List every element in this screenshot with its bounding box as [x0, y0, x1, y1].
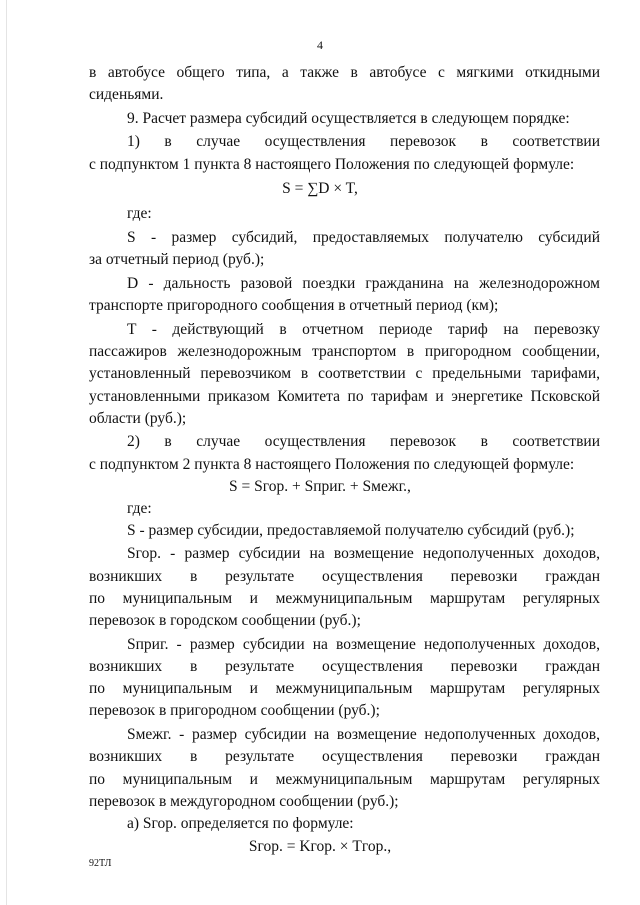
text-line: S - размер субсидии, предоставляемой получателю субсидий (руб.);	[127, 522, 575, 539]
text-line: по муниципальным и межмуниципальным маршрутам регулярных	[89, 680, 600, 697]
footer-code: 92ТЛ	[89, 858, 112, 869]
formula-line: S = Sгор. + Sприг. + Sмежг.,	[229, 478, 411, 495]
text-line: по муниципальным и межмуниципальным маршрутам регулярных	[89, 590, 600, 607]
text-line: по муниципальным и межмуниципальным маршрутам регулярных	[89, 771, 600, 788]
text-line: где:	[127, 500, 152, 517]
text-line: возникших в результате осуществления перевозки граждан	[89, 658, 600, 675]
text-line: в автобусе общего типа, а также в автобусе с мягкими откидными	[89, 64, 600, 81]
text-line: установленными приказом Комитета по тарифам и энергетике Псковской	[89, 388, 600, 405]
text-line: перевозок в пригородном сообщении (руб.);	[89, 702, 380, 719]
page-edge	[6, 0, 7, 905]
text-line: S - размер субсидий, предоставляемых получателю субсидий	[127, 229, 600, 246]
text-line: где:	[127, 205, 152, 222]
text-line: Sмежг. - размер субсидии на возмещение недополученных доходов,	[127, 726, 600, 743]
text-line: области (руб.);	[89, 410, 187, 427]
text-line: а) Sгор. определяется по формуле:	[127, 815, 354, 832]
text-line: пассажиров железнодорожным транспортом в пригородном сообщении,	[89, 343, 600, 360]
page-number: 4	[317, 38, 323, 52]
text-line: сиденьями.	[89, 86, 164, 103]
formula-line: Sгор. = Kгор. × Tгор.,	[248, 838, 392, 855]
text-line: T - действующий в отчетном периоде тариф на перевозку	[127, 321, 600, 338]
text-line: возникших в результате осуществления перевозки граждан	[89, 748, 600, 765]
text-line: установленный перевозчиком в соответствии с предельными тарифами,	[89, 365, 600, 382]
text-line: с подпунктом 1 пункта 8 настоящего Положения по следующей формуле:	[89, 156, 575, 173]
text-line: Sгор. - размер субсидии на возмещение недополученных доходов,	[127, 545, 600, 562]
formula-line: S = ∑D × T,	[282, 180, 358, 197]
text-line: с подпунктом 2 пункта 8 настоящего Положения по следующей формуле:	[89, 456, 575, 473]
text-line: D - дальность разовой поездки гражданина на железнодорожном	[127, 275, 600, 292]
text-line: Sприг. - размер субсидии на возмещение недополученных доходов,	[127, 636, 600, 653]
text-line: 1) в случае осуществления перевозок в соответствии	[127, 133, 600, 150]
text-line: за отчетный период (руб.);	[89, 251, 265, 268]
text-line: транспорте пригородного сообщения в отчетный период (км);	[89, 297, 499, 314]
text-line: 9. Расчет размера субсидий осуществляется в следующем порядке:	[127, 110, 570, 127]
text-line: 2) в случае осуществления перевозок в соответствии	[127, 433, 600, 450]
text-line: перевозок в междугородном сообщении (руб.);	[89, 793, 399, 810]
text-line: возникших в результате осуществления перевозки граждан	[89, 568, 600, 585]
text-line: перевозок в городском сообщении (руб.);	[89, 612, 361, 629]
